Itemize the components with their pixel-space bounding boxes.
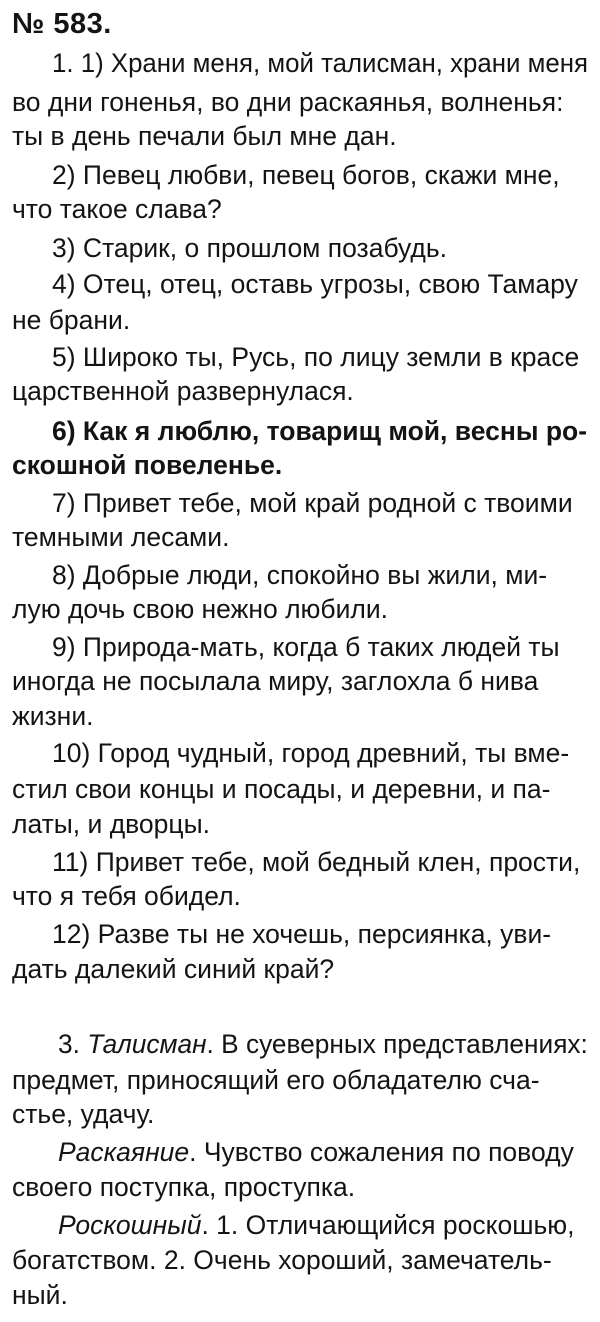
item-6-line-1: 6) Как я люблю, товарищ мой, весны ро- (52, 416, 588, 446)
term-roskoshny: Роскошный (58, 1210, 202, 1240)
item-12-line-1: 12) Разве ты не хочешь, персиянка, уви- (52, 919, 552, 949)
item-1-line-2: во дни гоненья, во дни раскаянья, волненья: (12, 87, 564, 117)
item-11-line-1: 11) Привет тебе, мой бедный клен, прости, (52, 847, 581, 877)
item-4-line-1: 4) Отец, отец, оставь угрозы, свою Тамару (52, 269, 578, 299)
term-talisman: Талисман (87, 1029, 207, 1059)
definition-talisman-line-2: предмет, приносящий его обладателю сча- (12, 1065, 540, 1095)
exercise-number: № 583. (12, 8, 112, 40)
item-4-line-2: не брани. (12, 305, 131, 335)
definition-text: . 1. Отличающийся роскошью, (201, 1210, 575, 1240)
item-6-line-2: скошной повеленье. (12, 450, 283, 480)
item-10-line-2: стил свои концы и посады, и деревни, и па- (12, 774, 551, 804)
definition-text: . В суеверных представлениях: (206, 1029, 588, 1059)
definition-text: . Чувство сожаления по поводу (189, 1137, 574, 1167)
item-1-line-1: 1. 1) Храни меня, мой талисман, храни меня (52, 48, 588, 78)
definition-raskayanie-line-1 (58, 1133, 574, 1171)
item-9-line-1: 9) Природа-мать, когда б таких людей ты (52, 632, 560, 662)
item-3-line-1: 3) Старик, о прошлом позабудь. (52, 233, 448, 263)
item-8-line-1: 8) Добрые люди, спокойно вы жили, ми- (52, 560, 548, 590)
definition-roskoshny-line-2: богатством. 2. Очень хороший, замечатель- (12, 1245, 552, 1275)
part3-prefix: 3. (58, 1029, 80, 1059)
definition-raskayanie-line-2: своего поступка, проступка. (12, 1172, 356, 1202)
item-9-line-3: жизни. (12, 701, 94, 731)
definition-talisman-line-3: стье, удачу. (12, 1099, 155, 1129)
item-8-line-2: лую дочь свою нежно любили. (12, 594, 389, 624)
term-raskayanie: Раскаяние (58, 1137, 190, 1167)
item-5-line-2: царственной развернулася. (12, 376, 354, 406)
item-10-line-1: 10) Город чудный, город древний, ты вме- (52, 738, 570, 768)
item-2-line-2: что такое слава? (12, 194, 222, 224)
item-10-line-3: латы, и дворцы. (12, 809, 210, 839)
item-5-line-1: 5) Широко ты, Русь, по лицу земли в красе (52, 342, 580, 372)
item-7-line-1: 7) Привет тебе, мой край родной с твоими (52, 488, 573, 518)
item-12-line-2: дать далекий синий край? (12, 954, 335, 984)
item-11-line-2: что я тебя обидел. (12, 881, 241, 911)
definition-roskoshny-line-1 (58, 1206, 575, 1244)
item-9-line-2: иногда не посылала миру, заглохла б нива (12, 666, 539, 696)
definition-roskoshny-line-3: ный. (12, 1280, 68, 1310)
item-2-line-1: 2) Певец любви, певец богов, скажи мне, (52, 160, 560, 190)
item-1-line-3: ты в день печали был мне дан. (12, 121, 397, 151)
definition-talisman-line-1 (58, 1025, 588, 1063)
item-7-line-2: темными лесами. (12, 522, 230, 552)
